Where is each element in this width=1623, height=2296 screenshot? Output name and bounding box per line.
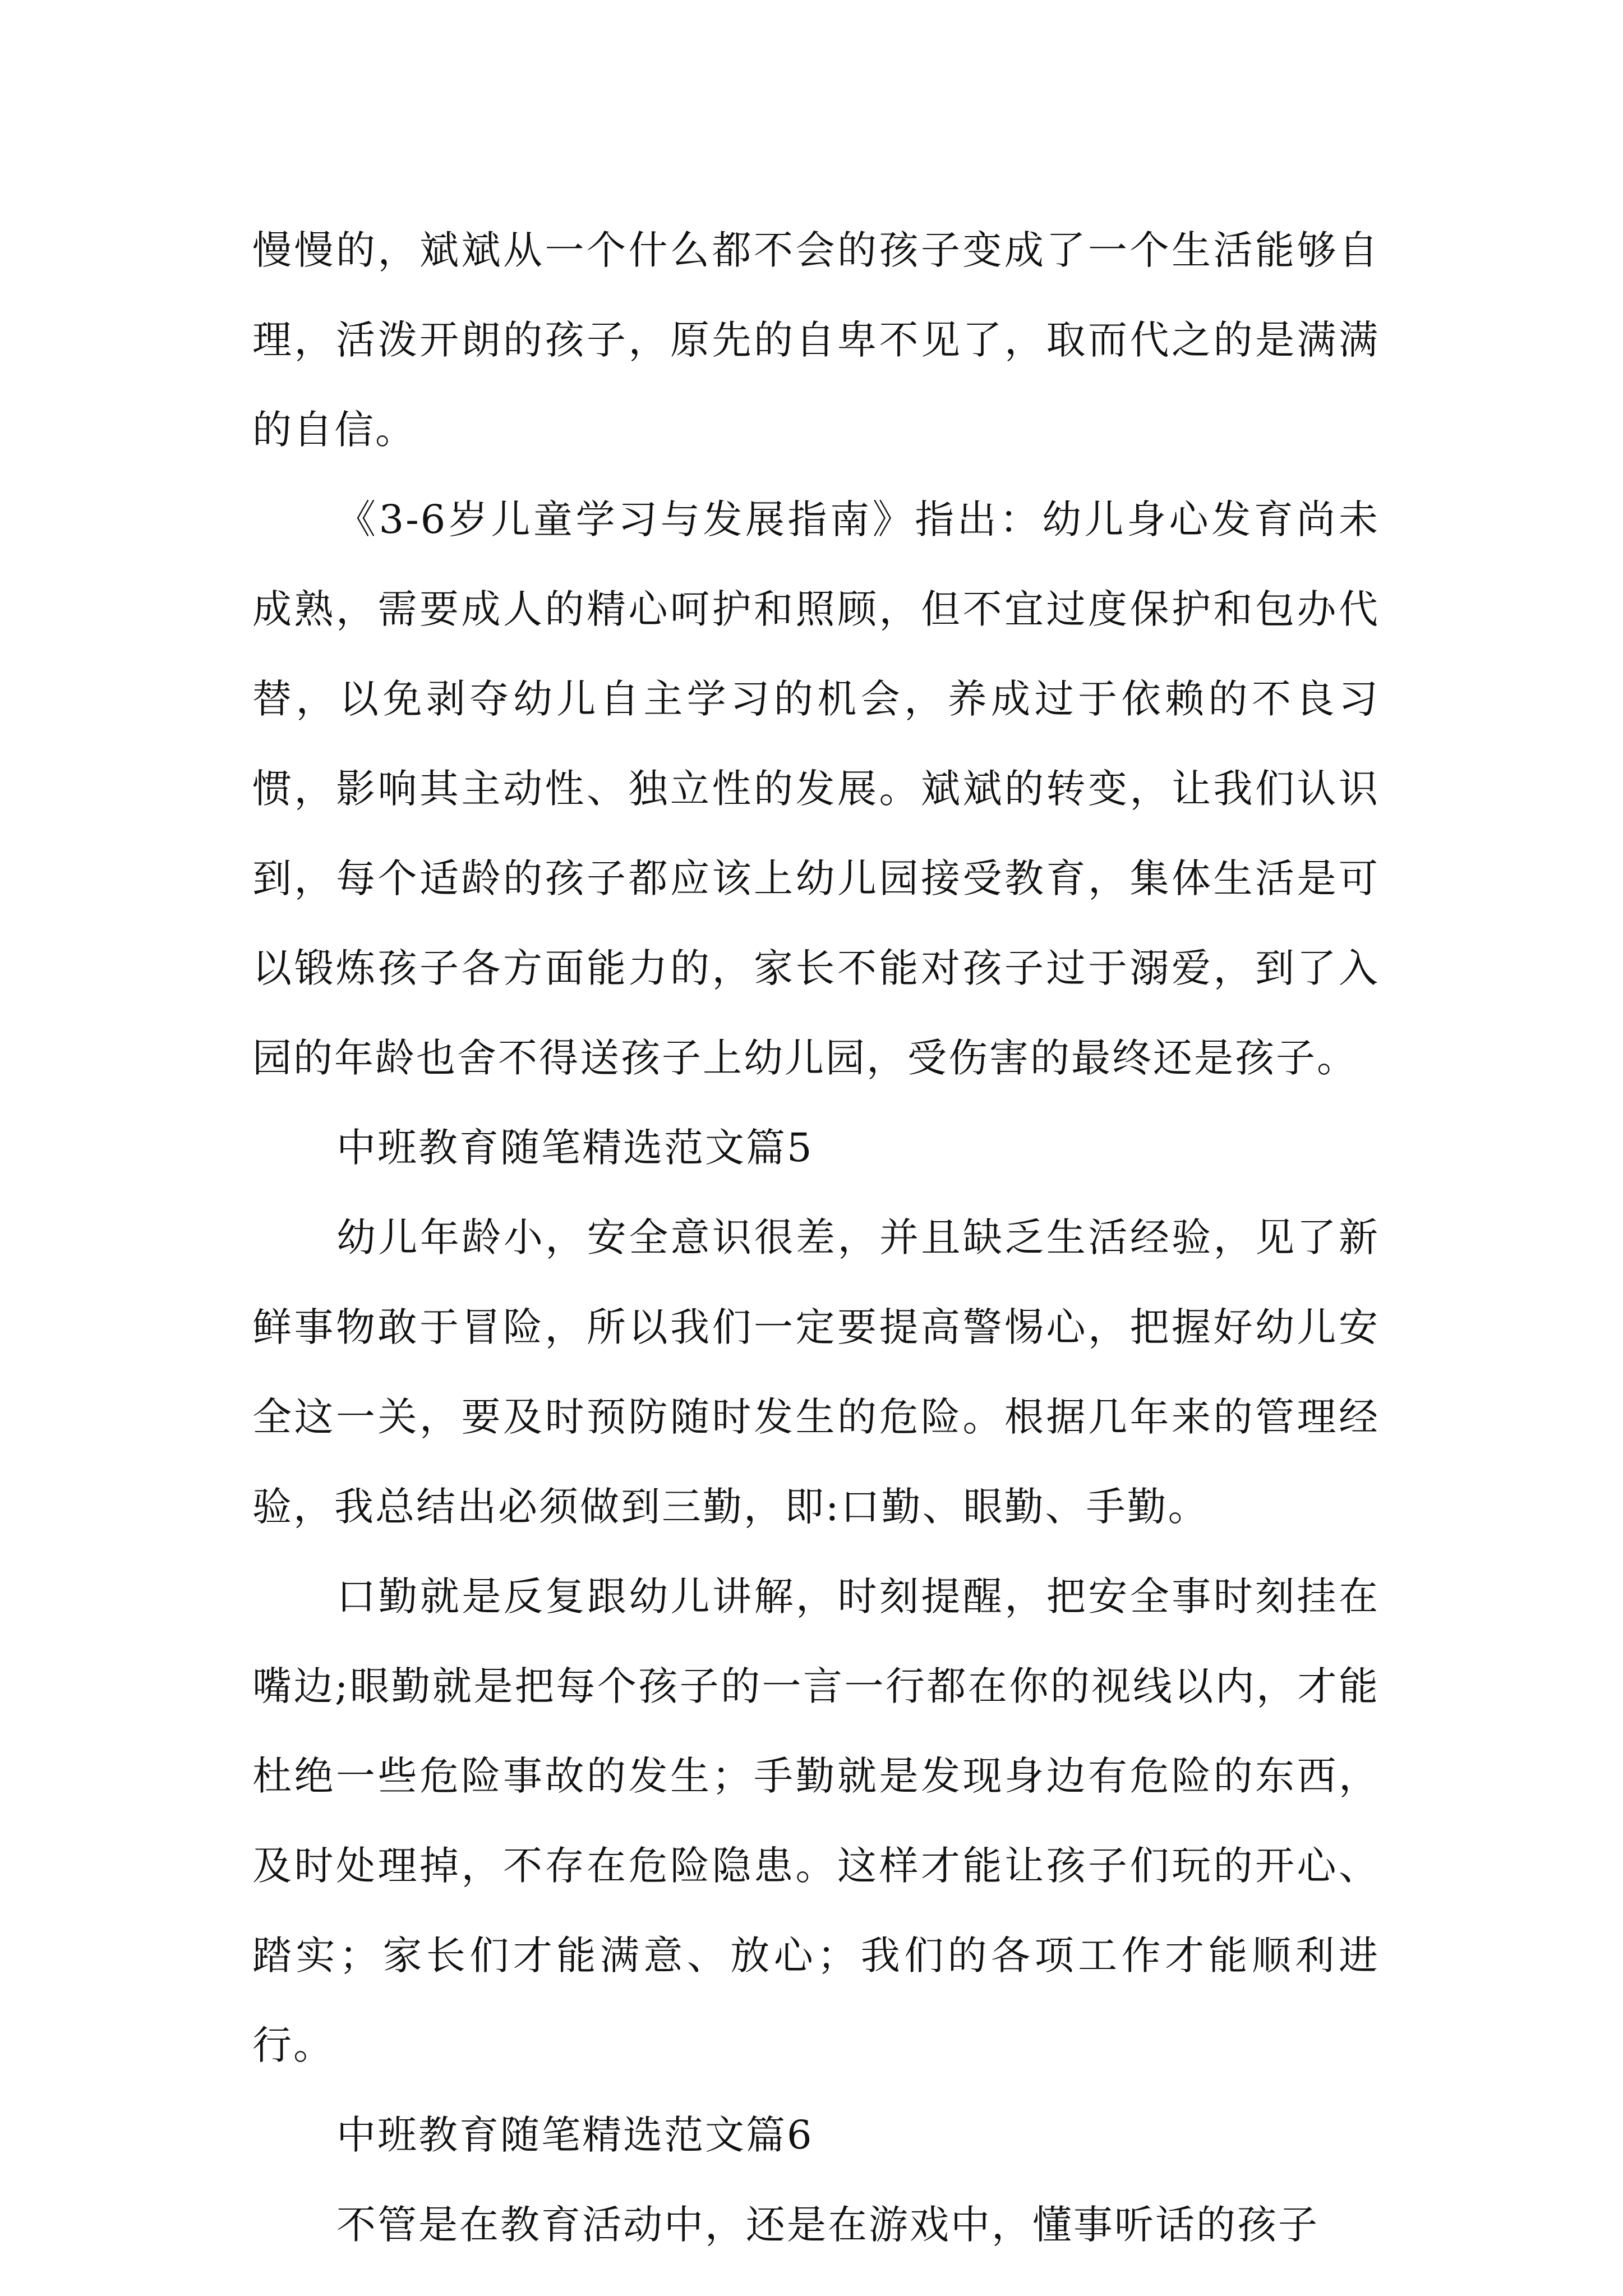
paragraph-3: 幼儿年龄小，安全意识很差，并且缺乏生活经验，见了新鲜事物敢于冒险，所以我们一定要提高警惕心，把握好幼儿安全这一关，要及时预防随时发生的危险。根据几年来的管理经验，我总结出必须做到三勤，即:口勤、眼勤、手勤。: [252, 1214, 1380, 1530]
paragraph-2: 《3-6岁儿童学习与发展指南》指出：幼儿身心发育尚未成熟，需要成人的精心呵护和照顾，但不宜过度保护和包办代替，以免剥夺幼儿自主学习的机会，养成过于依赖的不良习惯，影响其主动性、独立性的发展。斌斌的转变，让我们认识到，每个适龄的孩子都应该上幼儿园接受教育，集体生活是可以锻炼孩子各方面能力的，家长不能对孩子过于溺爱，到了入园的年龄也舍不得送孩子上幼儿园，受伤害的最终还是孩子。: [252, 496, 1380, 1081]
document-body: [252, 205, 1380, 2270]
paragraph-5: 不管是在教育活动中，还是在游戏中，懂事听话的孩子: [336, 2202, 1319, 2248]
paragraph-4: 口勤就是反复跟幼儿讲解，时刻提醒，把安全事时刻挂在嘴边;眼勤就是把每个孩子的一言一行都在你的视线以内，才能杜绝一些危险事故的发生；手勤就是发现身边有危险的东西，及时处理掉，不存在危险隐患。这样才能让孩子们玩的开心、踏实；家长们才能满意、放心；我们的各项工作才能顺利进行。: [252, 1573, 1380, 2068]
section-heading-5: 中班教育随笔精选范文篇5: [336, 1125, 814, 1171]
section-heading-6: 中班教育随笔精选范文篇6: [336, 2112, 814, 2158]
paragraph-1: 慢慢的，斌斌从一个什么都不会的孩子变成了一个生活能够自理，活泼开朗的孩子，原先的自卑不见了，取而代之的是满满的自信。: [252, 227, 1380, 453]
